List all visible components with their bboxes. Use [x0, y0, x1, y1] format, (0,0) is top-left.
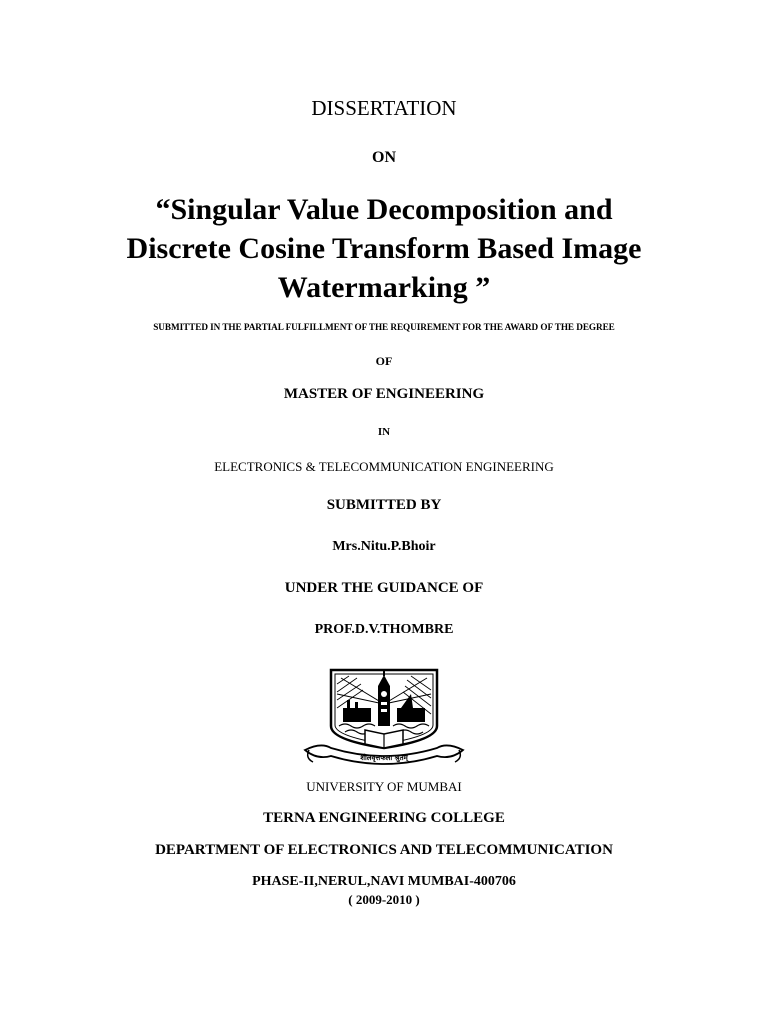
university-seal-icon	[301, 664, 467, 768]
department-name: DEPARTMENT OF ELECTRONICS AND TELECOMMUNICATION	[155, 842, 613, 858]
document-heading: DISSERTATION	[311, 96, 457, 120]
title-line-3: Watermarking ”	[277, 271, 491, 304]
title-line-2: Discrete Cosine Transform Based Image	[126, 232, 642, 265]
of-label: OF	[375, 354, 393, 368]
college-address: PHASE-II,NERUL,NAVI MUMBAI-400706	[252, 874, 516, 889]
title-line-1: “Singular Value Decomposition and	[155, 193, 613, 226]
submission-statement: SUBMITTED IN THE PARTIAL FULFILLMENT OF THE REQUIREMENT FOR THE AWARD OF THE DEGREE	[153, 322, 615, 332]
submitted-by-label: SUBMITTED BY	[326, 497, 442, 513]
degree-name: MASTER OF ENGINEERING	[283, 386, 485, 402]
branch-name: ELECTRONICS & TELECOMMUNICATION ENGINEERING	[214, 459, 554, 474]
author-name: Mrs.Nitu.P.Bhoir	[332, 539, 436, 554]
on-label: ON	[372, 149, 396, 166]
in-label: IN	[377, 426, 391, 438]
college-name: TERNA ENGINEERING COLLEGE	[263, 810, 505, 826]
university-name: UNIVERSITY OF MUMBAI	[306, 779, 462, 794]
seal-motto: शीलवृत्तफला श्रुतम्	[360, 754, 408, 762]
guidance-label: UNDER THE GUIDANCE OF	[284, 580, 484, 596]
academic-year: ( 2009-2010 )	[348, 892, 420, 907]
guide-name: PROF.D.V.THOMBRE	[314, 622, 454, 637]
